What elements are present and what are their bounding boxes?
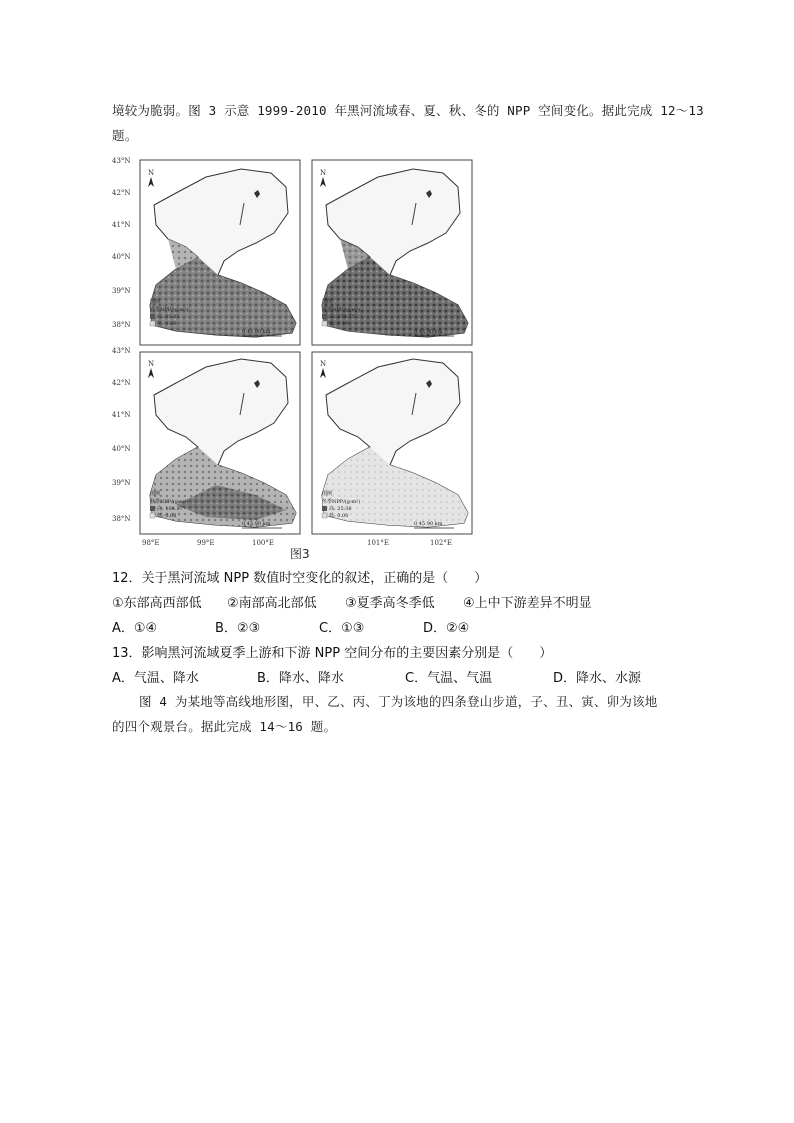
option: A．①④ (112, 621, 158, 636)
lon-label: 102°E (430, 539, 452, 547)
svg-text:0 45 90 km: 0 45 90 km (414, 521, 443, 527)
svg-text:春季NPP/(g·m²): 春季NPP/(g·m²) (150, 307, 189, 313)
option: D．②④ (423, 621, 470, 636)
svg-text:0 45 90 km: 0 45 90 km (414, 329, 443, 335)
lat-label: 40°N (112, 445, 131, 453)
svg-text:低: 0.00: 低: 0.00 (329, 513, 349, 519)
question-12-statements (112, 592, 592, 611)
statement: ④上中下游差异不明显 (463, 596, 592, 611)
lon-label: 98°E (142, 539, 160, 547)
question-13-stem: 13．影响黑河流域夏季上游和下游 NPP 空间分布的主要因素分别是（ ） (112, 646, 553, 661)
option: C．气温、气温 (405, 671, 493, 686)
npp-map-grid (112, 155, 492, 550)
svg-text:高: 83.62: 高: 83.62 (157, 314, 180, 320)
figure-caption: 图3 (290, 547, 310, 561)
svg-text:图例: 图例 (322, 299, 333, 305)
lat-label: 41°N (112, 411, 131, 419)
figure-3-maps (112, 155, 492, 550)
svg-text:高: 374.77: 高: 374.77 (329, 314, 355, 320)
question-12-options (112, 617, 469, 636)
svg-text:高: 25.36: 高: 25.36 (329, 506, 352, 512)
option: B．降水、降水 (257, 671, 344, 686)
lat-label: 39°N (112, 287, 131, 295)
lat-label: 43°N (112, 347, 131, 355)
option: A．气温、降水 (112, 671, 199, 686)
passage-line-1: 图 4 为某地等高线地形图，甲、乙、丙、丁为该地的四条登山步道，子、丑、寅、卯为该地 (139, 694, 658, 709)
svg-text:N: N (148, 360, 155, 368)
statement: ①东部高西部低 (112, 596, 202, 611)
lat-label: 39°N (112, 479, 131, 487)
svg-text:低: 0.10: 低: 0.10 (329, 321, 349, 327)
option: B．②③ (215, 621, 261, 636)
option: D．降水、水源 (553, 671, 642, 686)
svg-text:夏季NPP/(g·m²): 夏季NPP/(g·m²) (322, 307, 361, 313)
svg-text:N: N (148, 169, 155, 177)
svg-text:低: 0.08: 低: 0.08 (157, 513, 177, 519)
lat-label: 38°N (112, 321, 131, 329)
svg-text:图例: 图例 (150, 299, 161, 305)
svg-text:N: N (320, 169, 327, 177)
svg-text:低: 0.00: 低: 0.00 (157, 321, 177, 327)
lat-label: 42°N (112, 379, 131, 387)
svg-text:图例: 图例 (150, 491, 161, 497)
intro-line-2: 题。 (112, 128, 138, 143)
lon-label: 100°E (252, 539, 274, 547)
passage-line-2: 的四个观景台。据此完成 14～16 题。 (112, 719, 337, 734)
svg-text:图例: 图例 (322, 491, 333, 497)
question-12-stem: 12．关于黑河流域 NPP 数值时空变化的叙述，正确的是（ ） (112, 571, 488, 586)
lat-label: 38°N (112, 515, 131, 523)
svg-text:冬季NPP/(g·m²): 冬季NPP/(g·m²) (322, 499, 361, 505)
option: C．①③ (319, 621, 365, 636)
svg-text:0 45 90 km: 0 45 90 km (242, 521, 271, 527)
lon-label: 101°E (367, 539, 389, 547)
svg-text:高: 106.17: 高: 106.17 (157, 506, 183, 512)
svg-text:N: N (320, 360, 327, 368)
lat-label: 42°N (112, 189, 131, 197)
lat-label: 41°N (112, 221, 131, 229)
svg-text:0 45 90 km: 0 45 90 km (242, 329, 271, 335)
lat-label: 40°N (112, 253, 131, 261)
lat-label: 43°N (112, 157, 131, 165)
lon-label: 99°E (197, 539, 215, 547)
statement: ②南部高北部低 (227, 596, 317, 611)
svg-text:秋季NPP/(g·m²): 秋季NPP/(g·m²) (150, 499, 189, 505)
statement: ③夏季高冬季低 (345, 596, 435, 611)
question-13-options (112, 667, 641, 686)
intro-line-1: 境较为脆弱。图 3 示意 1999-2010 年黑河流域春、夏、秋、冬的 NPP 空间变化。据此完成 12～13 (112, 103, 704, 118)
